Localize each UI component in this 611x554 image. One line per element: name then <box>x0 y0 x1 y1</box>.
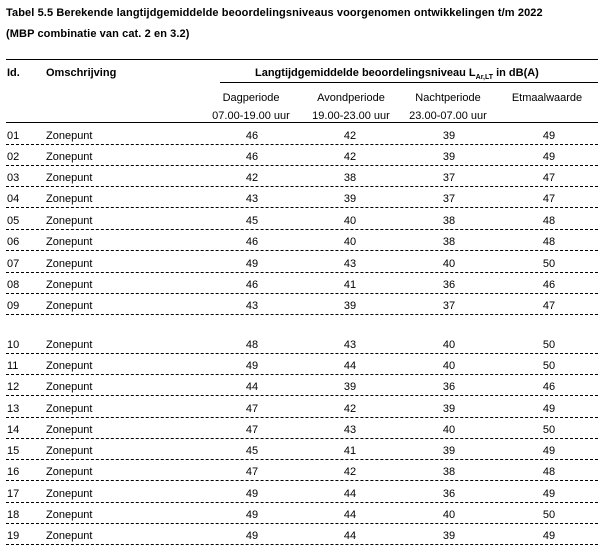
cell-description: Zonepunt <box>46 172 93 184</box>
cell-dag: 49 <box>245 360 259 372</box>
cell-id: 13 <box>7 403 20 415</box>
cell-etmaal: 49 <box>542 151 556 163</box>
cell-avond: 39 <box>343 193 357 205</box>
cell-dag: 42 <box>245 172 259 184</box>
table-row <box>0 530 611 546</box>
cell-dag: 48 <box>245 339 259 351</box>
table-row <box>0 424 611 440</box>
cell-dag: 43 <box>245 300 259 312</box>
cell-id: 16 <box>7 466 20 478</box>
cell-etmaal: 49 <box>542 530 556 542</box>
cell-description: Zonepunt <box>46 488 93 500</box>
cell-nacht: 37 <box>442 300 456 312</box>
table-row <box>0 151 611 167</box>
cell-description: Zonepunt <box>46 258 93 270</box>
cell-description: Zonepunt <box>46 403 93 415</box>
cell-etmaal: 46 <box>542 381 556 393</box>
cell-nacht: 37 <box>442 193 456 205</box>
cell-etmaal: 49 <box>542 130 556 142</box>
table-row <box>0 130 611 146</box>
row-rule <box>6 374 598 375</box>
cell-nacht: 39 <box>442 151 456 163</box>
table-row <box>0 339 611 355</box>
cell-description: Zonepunt <box>46 509 93 521</box>
cell-description: Zonepunt <box>46 530 93 542</box>
cell-dag: 47 <box>245 424 259 436</box>
table-row <box>0 381 611 397</box>
cell-description: Zonepunt <box>46 360 93 372</box>
cell-avond: 41 <box>343 445 357 457</box>
cell-id: 08 <box>7 279 20 291</box>
cell-avond: 42 <box>343 151 357 163</box>
cell-avond: 43 <box>343 424 357 436</box>
cell-id: 06 <box>7 236 20 248</box>
cell-nacht: 36 <box>442 279 456 291</box>
cell-etmaal: 49 <box>542 403 556 415</box>
cell-description: Zonepunt <box>46 236 93 248</box>
cell-id: 07 <box>7 258 20 270</box>
cell-id: 04 <box>7 193 20 205</box>
row-rule <box>6 272 598 273</box>
cell-nacht: 39 <box>442 130 456 142</box>
table-row <box>0 360 611 376</box>
cell-avond: 44 <box>343 509 357 521</box>
cell-id: 05 <box>7 215 20 227</box>
header-description: Omschrijving <box>46 67 117 79</box>
cell-avond: 43 <box>343 339 357 351</box>
header-col-avond: Avondperiode <box>317 92 385 104</box>
cell-dag: 47 <box>245 466 259 478</box>
cell-id: 19 <box>7 530 20 542</box>
row-rule <box>6 165 598 166</box>
cell-description: Zonepunt <box>46 466 93 478</box>
cell-nacht: 39 <box>442 403 456 415</box>
cell-description: Zonepunt <box>46 445 93 457</box>
cell-avond: 43 <box>343 258 357 270</box>
cell-nacht: 38 <box>442 215 456 227</box>
cell-id: 14 <box>7 424 20 436</box>
cell-nacht: 36 <box>442 488 456 500</box>
cell-description: Zonepunt <box>46 381 93 393</box>
cell-nacht: 39 <box>442 530 456 542</box>
cell-id: 01 <box>7 130 20 142</box>
cell-nacht: 38 <box>442 466 456 478</box>
cell-dag: 44 <box>245 381 259 393</box>
row-rule <box>6 250 598 251</box>
cell-description: Zonepunt <box>46 279 93 291</box>
cell-dag: 46 <box>245 151 259 163</box>
cell-etmaal: 48 <box>542 215 556 227</box>
header-id: Id. <box>7 67 20 79</box>
header-group-subscript: Ar,LT <box>475 74 494 82</box>
cell-nacht: 38 <box>442 236 456 248</box>
table-row <box>0 300 611 316</box>
cell-nacht: 40 <box>442 509 456 521</box>
table-row <box>0 488 611 504</box>
cell-description: Zonepunt <box>46 300 93 312</box>
cell-avond: 39 <box>343 300 357 312</box>
header-bottom-rule <box>6 122 598 123</box>
row-rule <box>6 502 598 503</box>
cell-avond: 38 <box>343 172 357 184</box>
cell-id: 12 <box>7 381 20 393</box>
table-subtitle: (MBP combinatie van cat. 2 en 3.2) <box>6 28 190 40</box>
row-rule <box>6 523 598 524</box>
cell-etmaal: 46 <box>542 279 556 291</box>
cell-etmaal: 50 <box>542 258 556 270</box>
cell-description: Zonepunt <box>46 215 93 227</box>
row-rule <box>6 544 598 545</box>
table-row <box>0 172 611 188</box>
cell-dag: 46 <box>245 130 259 142</box>
cell-avond: 40 <box>343 236 357 248</box>
table-row <box>0 193 611 209</box>
header-col-etmaal: Etmaalwaarde <box>511 92 583 104</box>
row-rule <box>6 395 598 396</box>
cell-id: 02 <box>7 151 20 163</box>
cell-dag: 46 <box>245 236 259 248</box>
table-row <box>0 445 611 461</box>
row-rule <box>6 229 598 230</box>
row-rule <box>6 186 598 187</box>
header-group-title <box>255 67 539 81</box>
row-rule <box>6 144 598 145</box>
cell-dag: 45 <box>245 445 259 457</box>
cell-etmaal: 48 <box>542 466 556 478</box>
cell-dag: 45 <box>245 215 259 227</box>
cell-id: 10 <box>7 339 20 351</box>
cell-etmaal: 50 <box>542 424 556 436</box>
header-group-main: Langtijdgemiddelde beoordelingsniveau L <box>255 67 476 79</box>
cell-avond: 40 <box>343 215 357 227</box>
header-range-nacht: 23.00-07.00 uur <box>409 110 487 122</box>
row-rule <box>6 293 598 294</box>
cell-dag: 49 <box>245 509 259 521</box>
cell-nacht: 40 <box>442 424 456 436</box>
table-row <box>0 236 611 252</box>
cell-avond: 44 <box>343 530 357 542</box>
row-rule <box>6 207 598 208</box>
header-range-avond: 19.00-23.00 uur <box>312 110 390 122</box>
header-col-dag: Dagperiode <box>222 92 280 104</box>
table-row <box>0 279 611 295</box>
row-rule <box>6 438 598 439</box>
cell-description: Zonepunt <box>46 130 93 142</box>
cell-dag: 47 <box>245 403 259 415</box>
cell-description: Zonepunt <box>46 424 93 436</box>
cell-etmaal: 50 <box>542 360 556 372</box>
cell-etmaal: 47 <box>542 300 556 312</box>
cell-nacht: 40 <box>442 258 456 270</box>
header-range-dag: 07.00-19.00 uur <box>212 110 290 122</box>
row-rule <box>6 353 598 354</box>
cell-description: Zonepunt <box>46 151 93 163</box>
table-row <box>0 509 611 525</box>
row-rule <box>6 314 598 315</box>
cell-dag: 49 <box>245 488 259 500</box>
cell-etmaal: 47 <box>542 193 556 205</box>
cell-avond: 42 <box>343 403 357 415</box>
cell-id: 17 <box>7 488 20 500</box>
cell-avond: 44 <box>343 488 357 500</box>
cell-nacht: 39 <box>442 445 456 457</box>
header-group-unit: in dB(A) <box>493 67 539 79</box>
cell-dag: 43 <box>245 193 259 205</box>
cell-dag: 49 <box>245 258 259 270</box>
cell-nacht: 40 <box>442 360 456 372</box>
cell-nacht: 40 <box>442 339 456 351</box>
cell-id: 09 <box>7 300 20 312</box>
cell-etmaal: 49 <box>542 488 556 500</box>
cell-avond: 39 <box>343 381 357 393</box>
table-row <box>0 215 611 231</box>
cell-etmaal: 47 <box>542 172 556 184</box>
cell-avond: 41 <box>343 279 357 291</box>
cell-etmaal: 50 <box>542 339 556 351</box>
cell-dag: 49 <box>245 530 259 542</box>
header-top-rule <box>6 59 598 60</box>
table-row <box>0 403 611 419</box>
header-col-nacht: Nachtperiode <box>415 92 481 104</box>
table-row <box>0 258 611 274</box>
cell-avond: 42 <box>343 466 357 478</box>
table-row <box>0 466 611 482</box>
cell-id: 15 <box>7 445 20 457</box>
cell-nacht: 37 <box>442 172 456 184</box>
cell-avond: 42 <box>343 130 357 142</box>
cell-avond: 44 <box>343 360 357 372</box>
cell-etmaal: 50 <box>542 509 556 521</box>
header-group-rule <box>220 82 598 83</box>
cell-etmaal: 48 <box>542 236 556 248</box>
row-rule <box>6 417 598 418</box>
cell-description: Zonepunt <box>46 339 93 351</box>
cell-id: 18 <box>7 509 20 521</box>
cell-dag: 46 <box>245 279 259 291</box>
cell-id: 11 <box>7 360 19 372</box>
cell-nacht: 36 <box>442 381 456 393</box>
table-title: Tabel 5.5 Berekende langtijdgemiddelde beoordelingsniveaus voorgenomen ontwikkelingen t/m 2022 <box>6 7 543 19</box>
cell-etmaal: 49 <box>542 445 556 457</box>
cell-description: Zonepunt <box>46 193 93 205</box>
row-rule <box>6 459 598 460</box>
cell-id: 03 <box>7 172 20 184</box>
row-rule <box>6 480 598 481</box>
